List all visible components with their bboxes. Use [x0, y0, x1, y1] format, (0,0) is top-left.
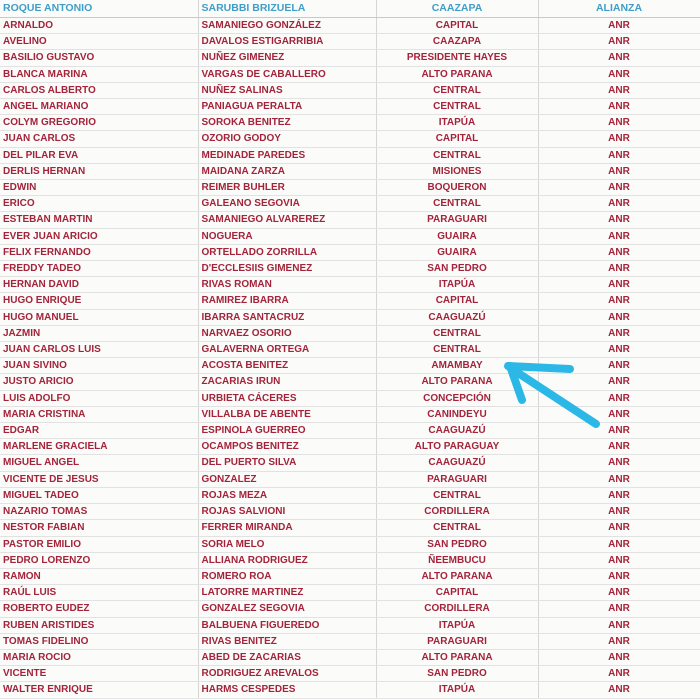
table-header-row: [0, 0, 700, 18]
table-row: [0, 358, 700, 374]
cell-departamento: CAAGUAZÚ: [376, 309, 538, 325]
cell-apellido: GALEANO SEGOVIA: [198, 196, 376, 212]
cell-departamento: ITAPÚA: [376, 617, 538, 633]
cell-alianza: ANR: [538, 34, 700, 50]
column-header: CAAZAPA: [376, 0, 538, 18]
cell-departamento: CAPITAL: [376, 18, 538, 34]
cell-alianza: ANR: [538, 649, 700, 665]
cell-departamento: ITAPÚA: [376, 115, 538, 131]
cell-departamento: CAPITAL: [376, 585, 538, 601]
cell-nombre: LUIS ADOLFO: [0, 390, 198, 406]
cell-alianza: ANR: [538, 520, 700, 536]
cell-departamento: PARAGUARI: [376, 212, 538, 228]
cell-alianza: ANR: [538, 552, 700, 568]
cell-nombre: EVER JUAN ARICIO: [0, 228, 198, 244]
table-row: [0, 390, 700, 406]
cell-apellido: BALBUENA FIGUEREDO: [198, 617, 376, 633]
cell-nombre: COLYM GREGORIO: [0, 115, 198, 131]
table-row: [0, 666, 700, 682]
cell-alianza: ANR: [538, 666, 700, 682]
cell-departamento: GUAIRA: [376, 228, 538, 244]
cell-apellido: VARGAS DE CABALLERO: [198, 66, 376, 82]
cell-alianza: ANR: [538, 212, 700, 228]
cell-nombre: AVELINO: [0, 34, 198, 50]
cell-alianza: ANR: [538, 358, 700, 374]
cell-alianza: ANR: [538, 180, 700, 196]
table-row: [0, 520, 700, 536]
cell-alianza: ANR: [538, 374, 700, 390]
cell-departamento: CENTRAL: [376, 487, 538, 503]
cell-alianza: ANR: [538, 406, 700, 422]
cell-apellido: LATORRE MARTINEZ: [198, 585, 376, 601]
cell-apellido: ACOSTA BENITEZ: [198, 358, 376, 374]
table-row: [0, 536, 700, 552]
cell-departamento: CAAZAPA: [376, 34, 538, 50]
cell-nombre: ERICO: [0, 196, 198, 212]
cell-nombre: MIGUEL ANGEL: [0, 455, 198, 471]
cell-apellido: SAMANIEGO GONZÁLEZ: [198, 18, 376, 34]
table-row: [0, 131, 700, 147]
cell-nombre: NESTOR FABIAN: [0, 520, 198, 536]
cell-departamento: ALTO PARANA: [376, 374, 538, 390]
cell-alianza: ANR: [538, 244, 700, 260]
cell-apellido: VILLALBA DE ABENTE: [198, 406, 376, 422]
cell-apellido: SORIA MELO: [198, 536, 376, 552]
cell-apellido: SOROKA BENITEZ: [198, 115, 376, 131]
cell-departamento: CENTRAL: [376, 196, 538, 212]
table-row: [0, 325, 700, 341]
cell-apellido: MEDINADE PAREDES: [198, 147, 376, 163]
table-row: [0, 244, 700, 260]
cell-alianza: ANR: [538, 18, 700, 34]
table-row: [0, 423, 700, 439]
table-row: [0, 196, 700, 212]
cell-departamento: ALTO PARANA: [376, 568, 538, 584]
cell-nombre: RAÚL LUIS: [0, 585, 198, 601]
cell-alianza: ANR: [538, 423, 700, 439]
table-row: [0, 212, 700, 228]
table-row: [0, 552, 700, 568]
cell-apellido: FERRER MIRANDA: [198, 520, 376, 536]
cell-apellido: MAIDANA ZARZA: [198, 163, 376, 179]
cell-apellido: IBARRA SANTACRUZ: [198, 309, 376, 325]
cell-departamento: PRESIDENTE HAYES: [376, 50, 538, 66]
cell-departamento: ITAPÚA: [376, 682, 538, 698]
table-row: [0, 309, 700, 325]
cell-apellido: OCAMPOS BENITEZ: [198, 439, 376, 455]
cell-alianza: ANR: [538, 504, 700, 520]
cell-alianza: ANR: [538, 390, 700, 406]
cell-departamento: CENTRAL: [376, 99, 538, 115]
cell-apellido: NUÑEZ GIMENEZ: [198, 50, 376, 66]
cell-nombre: RAMON: [0, 568, 198, 584]
cell-departamento: CENTRAL: [376, 147, 538, 163]
cell-nombre: RUBEN ARISTIDES: [0, 617, 198, 633]
cell-apellido: ZACARIAS IRUN: [198, 374, 376, 390]
cell-nombre: BASILIO GUSTAVO: [0, 50, 198, 66]
cell-nombre: HUGO ENRIQUE: [0, 293, 198, 309]
table-row: [0, 147, 700, 163]
cell-departamento: CANINDEYU: [376, 406, 538, 422]
cell-apellido: RODRIGUEZ AREVALOS: [198, 666, 376, 682]
cell-nombre: EDGAR: [0, 423, 198, 439]
cell-apellido: ALLIANA RODRIGUEZ: [198, 552, 376, 568]
cell-alianza: ANR: [538, 617, 700, 633]
cell-alianza: ANR: [538, 131, 700, 147]
cell-apellido: D'ECCLESIIS GIMENEZ: [198, 261, 376, 277]
cell-nombre: JUAN CARLOS LUIS: [0, 342, 198, 358]
cell-departamento: ITAPÚA: [376, 277, 538, 293]
cell-nombre: DEL PILAR EVA: [0, 147, 198, 163]
cell-apellido: ROMERO ROA: [198, 568, 376, 584]
cell-departamento: CENTRAL: [376, 520, 538, 536]
cell-apellido: SAMANIEGO ALVAREREZ: [198, 212, 376, 228]
cell-nombre: ROBERTO EUDEZ: [0, 601, 198, 617]
cell-nombre: EDWIN: [0, 180, 198, 196]
table-row: [0, 163, 700, 179]
cell-alianza: ANR: [538, 487, 700, 503]
table-row: [0, 115, 700, 131]
cell-apellido: RIVAS ROMAN: [198, 277, 376, 293]
cell-apellido: ORTELLADO ZORRILLA: [198, 244, 376, 260]
table-row: [0, 277, 700, 293]
cell-nombre: DERLIS HERNAN: [0, 163, 198, 179]
column-header: ROQUE ANTONIO: [0, 0, 198, 18]
cell-apellido: REIMER BUHLER: [198, 180, 376, 196]
cell-departamento: SAN PEDRO: [376, 666, 538, 682]
cell-apellido: ROJAS SALVIONI: [198, 504, 376, 520]
cell-departamento: CORDILLERA: [376, 504, 538, 520]
cell-departamento: MISIONES: [376, 163, 538, 179]
table-row: [0, 471, 700, 487]
table-row: [0, 649, 700, 665]
cell-departamento: SAN PEDRO: [376, 536, 538, 552]
cell-departamento: PARAGUARI: [376, 471, 538, 487]
table-row: [0, 568, 700, 584]
cell-alianza: ANR: [538, 325, 700, 341]
cell-alianza: ANR: [538, 277, 700, 293]
cell-alianza: ANR: [538, 601, 700, 617]
cell-nombre: JUSTO ARICIO: [0, 374, 198, 390]
cell-departamento: ALTO PARAGUAY: [376, 439, 538, 455]
table-row: [0, 82, 700, 98]
column-header: SARUBBI BRIZUELA: [198, 0, 376, 18]
cell-nombre: NAZARIO TOMAS: [0, 504, 198, 520]
cell-nombre: PEDRO LORENZO: [0, 552, 198, 568]
table-row: [0, 66, 700, 82]
cell-apellido: URBIETA CÁCERES: [198, 390, 376, 406]
cell-departamento: CAAGUAZÚ: [376, 455, 538, 471]
table-row: [0, 342, 700, 358]
cell-nombre: HERNAN DAVID: [0, 277, 198, 293]
cell-alianza: ANR: [538, 342, 700, 358]
cell-alianza: ANR: [538, 455, 700, 471]
cell-nombre: CARLOS ALBERTO: [0, 82, 198, 98]
cell-apellido: GONZALEZ SEGOVIA: [198, 601, 376, 617]
cell-departamento: ALTO PARANA: [376, 649, 538, 665]
table-row: [0, 261, 700, 277]
column-header: ALIANZA: [538, 0, 700, 18]
cell-alianza: ANR: [538, 163, 700, 179]
cell-alianza: ANR: [538, 115, 700, 131]
table-row: [0, 585, 700, 601]
cell-apellido: DEL PUERTO SILVA: [198, 455, 376, 471]
cell-departamento: CENTRAL: [376, 342, 538, 358]
cell-apellido: NUÑEZ SALINAS: [198, 82, 376, 98]
cell-departamento: CENTRAL: [376, 82, 538, 98]
cell-alianza: ANR: [538, 471, 700, 487]
table-body: [0, 18, 700, 699]
cell-apellido: OZORIO GODOY: [198, 131, 376, 147]
cell-alianza: ANR: [538, 293, 700, 309]
cell-departamento: ÑEEMBUCU: [376, 552, 538, 568]
table-row: [0, 601, 700, 617]
cell-nombre: ANGEL MARIANO: [0, 99, 198, 115]
cell-nombre: JUAN CARLOS: [0, 131, 198, 147]
cell-nombre: TOMAS FIDELINO: [0, 633, 198, 649]
cell-alianza: ANR: [538, 66, 700, 82]
cell-departamento: CAAGUAZÚ: [376, 423, 538, 439]
cell-departamento: CENTRAL: [376, 325, 538, 341]
cell-nombre: MIGUEL TADEO: [0, 487, 198, 503]
cell-apellido: DAVALOS ESTIGARRIBIA: [198, 34, 376, 50]
cell-alianza: ANR: [538, 568, 700, 584]
cell-alianza: ANR: [538, 309, 700, 325]
cell-nombre: BLANCA MARINA: [0, 66, 198, 82]
table-row: [0, 99, 700, 115]
table-row: [0, 293, 700, 309]
cell-alianza: ANR: [538, 439, 700, 455]
table-row: [0, 228, 700, 244]
table-row: [0, 180, 700, 196]
table-row: [0, 18, 700, 34]
cell-alianza: ANR: [538, 536, 700, 552]
cell-nombre: MARLENE GRACIELA: [0, 439, 198, 455]
cell-apellido: PANIAGUA PERALTA: [198, 99, 376, 115]
cell-departamento: CAPITAL: [376, 293, 538, 309]
cell-apellido: GONZALEZ: [198, 471, 376, 487]
cell-alianza: ANR: [538, 261, 700, 277]
cell-alianza: ANR: [538, 633, 700, 649]
cell-apellido: NARVAEZ OSORIO: [198, 325, 376, 341]
table-row: [0, 374, 700, 390]
cell-apellido: ABED DE ZACARIAS: [198, 649, 376, 665]
cell-apellido: ROJAS MEZA: [198, 487, 376, 503]
cell-alianza: ANR: [538, 147, 700, 163]
table-row: [0, 633, 700, 649]
cell-nombre: ARNALDO: [0, 18, 198, 34]
cell-departamento: ALTO PARANA: [376, 66, 538, 82]
cell-departamento: GUAIRA: [376, 244, 538, 260]
cell-nombre: FELIX FERNANDO: [0, 244, 198, 260]
cell-apellido: ESPINOLA GUERREO: [198, 423, 376, 439]
cell-departamento: CORDILLERA: [376, 601, 538, 617]
cell-alianza: ANR: [538, 196, 700, 212]
cell-nombre: FREDDY TADEO: [0, 261, 198, 277]
cell-departamento: CAPITAL: [376, 131, 538, 147]
cell-nombre: WALTER ENRIQUE: [0, 682, 198, 698]
cell-departamento: SAN PEDRO: [376, 261, 538, 277]
cell-apellido: NOGUERA: [198, 228, 376, 244]
cell-nombre: MARIA CRISTINA: [0, 406, 198, 422]
cell-nombre: MARIA ROCIO: [0, 649, 198, 665]
cell-departamento: CONCEPCIÓN: [376, 390, 538, 406]
cell-nombre: JAZMIN: [0, 325, 198, 341]
cell-alianza: ANR: [538, 99, 700, 115]
table-row: [0, 504, 700, 520]
table-row: [0, 50, 700, 66]
cell-departamento: AMAMBAY: [376, 358, 538, 374]
cell-nombre: PASTOR EMILIO: [0, 536, 198, 552]
table-row: [0, 682, 700, 698]
table-row: [0, 406, 700, 422]
cell-apellido: HARMS CESPEDES: [198, 682, 376, 698]
cell-apellido: RAMIREZ IBARRA: [198, 293, 376, 309]
table-row: [0, 439, 700, 455]
table-row: [0, 34, 700, 50]
cell-nombre: JUAN SIVINO: [0, 358, 198, 374]
cell-alianza: ANR: [538, 228, 700, 244]
cell-nombre: VICENTE DE JESUS: [0, 471, 198, 487]
cell-apellido: GALAVERNA ORTEGA: [198, 342, 376, 358]
table-row: [0, 487, 700, 503]
cell-apellido: RIVAS BENITEZ: [198, 633, 376, 649]
cell-departamento: BOQUERON: [376, 180, 538, 196]
cell-nombre: VICENTE: [0, 666, 198, 682]
cell-departamento: PARAGUARI: [376, 633, 538, 649]
cell-alianza: ANR: [538, 82, 700, 98]
cell-alianza: ANR: [538, 682, 700, 698]
cell-alianza: ANR: [538, 585, 700, 601]
cell-nombre: HUGO MANUEL: [0, 309, 198, 325]
table-row: [0, 617, 700, 633]
table-row: [0, 455, 700, 471]
cell-alianza: ANR: [538, 50, 700, 66]
cell-nombre: ESTEBAN MARTIN: [0, 212, 198, 228]
